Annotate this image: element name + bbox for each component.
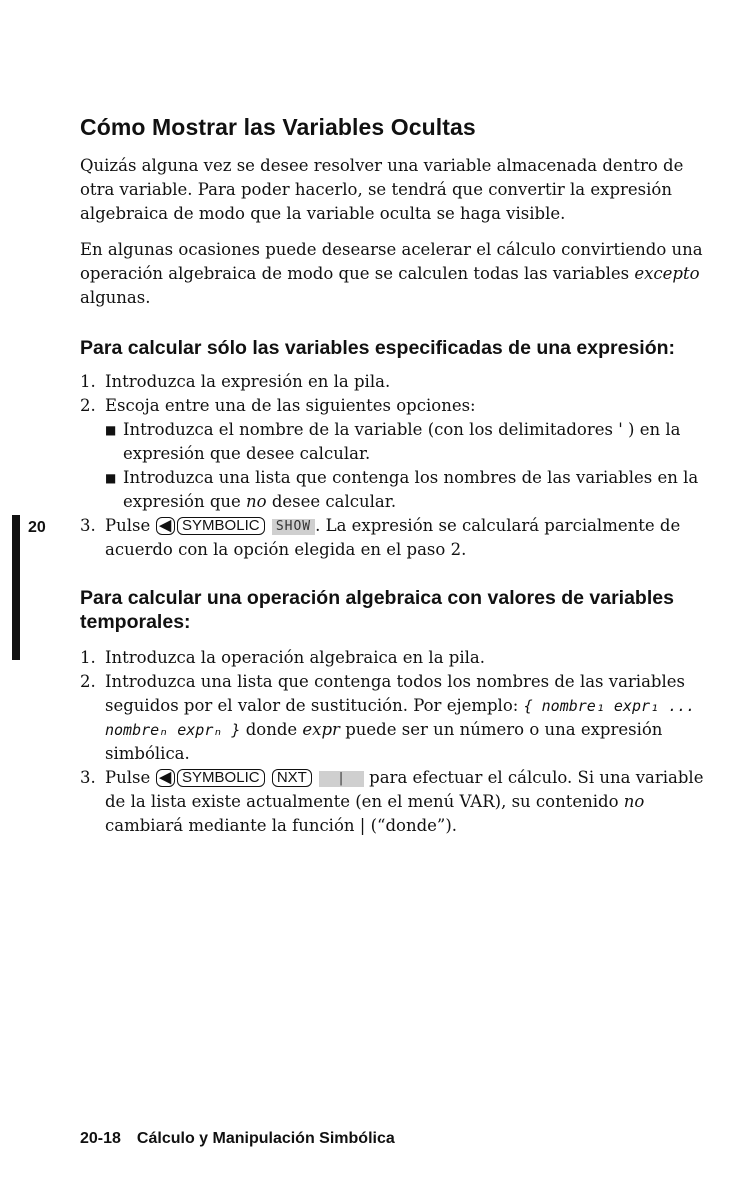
bullet-text-emph: no [246,492,267,511]
step-pre: Pulse [105,516,151,535]
step-text: Introduzca la operación algebraica en la pila. [105,648,485,667]
where-menu-key: | [319,771,364,787]
step-number: 3. [80,768,96,787]
intro-paragraph-2-end: algunas. [80,288,151,307]
step-text-main: Introduzca una lista que contenga todos los nombres de las variables seguidos por el valor de sustitución. Por ejemplo: [105,672,685,715]
intro-paragraph-2 [80,238,705,310]
bullet-text [123,466,708,514]
bullet-text: Introduzca el nombre de la variable (con los delimitadores ' ) en la expresión que desee calcular. [123,420,681,463]
left-shift-key-icon: ◀ [156,517,176,535]
step-text: Escoja entre una de las siguientes opciones: [105,396,476,415]
step-text-end: cambiará mediante la función | (“donde”). [105,816,458,835]
step-number: 3. [80,516,96,535]
step-text: Introduzca la expresión en la pila. [105,372,391,391]
step-text [105,670,705,766]
bullet-icon: ■ [105,471,117,485]
left-shift-key-icon: ◀ [156,769,176,787]
intro-paragraph-1: Quizás alguna vez se desee resolver una variable almacenada dentro de otra variable. Para poder hacerlo, se tendrá que convertir la expresión algebraica de modo que la variable oculta se haga visible. [80,156,684,223]
step-pre: Pulse [105,768,151,787]
step-number: 2. [80,672,96,691]
step-text-emph: expr [302,720,340,739]
step-text-mid: donde [245,720,298,739]
show-menu-key: SHOW [272,519,315,535]
step-number: 1. [80,648,96,667]
footer-chapter-title: Cálculo y Manipulación Simbólica [136,1130,395,1147]
step-text [105,514,705,562]
step-text-emph: no [623,792,645,811]
symbolic-key: SYMBOLIC [177,769,265,787]
bullet-text-start: Introduzca una lista que contenga los nombres de las variables en la expresión que [123,468,699,511]
step-number: 1. [80,372,96,391]
intro-paragraph-2-start: En algunas ocasiones puede desearse acelerar el cálculo convirtiendo una operación algebraica de modo que se calculen todas las variables [80,240,703,283]
symbolic-key: SYMBOLIC [177,517,265,535]
section-title: Cómo Mostrar las Variables Ocultas [80,114,476,140]
intro-paragraph-2-emph: excepto [634,264,700,283]
footer-page-number: 20-18 [80,1130,121,1147]
subsection-2-title: Para calcular una operación algebraica con valores de variables temporales: [80,587,674,633]
nxt-key: NXT [272,769,312,787]
example-list-code: { nombre₁ expr₁ ... nombreₙ exprₙ } [105,697,696,739]
chapter-tab-bar [12,515,20,660]
subsection-1-title: Para calcular sólo las variables especificadas de una expresión: [80,337,676,359]
page-footer [80,1130,395,1148]
step-text-end: puede ser un número o una expresión simbólica. [105,720,663,763]
bullet-text-end: desee calcular. [271,492,397,511]
step-post: . La expresión se calculará parcialmente de acuerdo con la opción elegida en el paso 2. [105,516,681,559]
bullet-icon: ■ [105,423,117,437]
chapter-tab-label: 20 [28,519,46,536]
step-number: 2. [80,396,96,415]
step-post: para efectuar el cálculo. Si una variable de la lista existe actualmente (en el menú VAR), su contenido [105,768,704,811]
step-text [105,766,705,838]
